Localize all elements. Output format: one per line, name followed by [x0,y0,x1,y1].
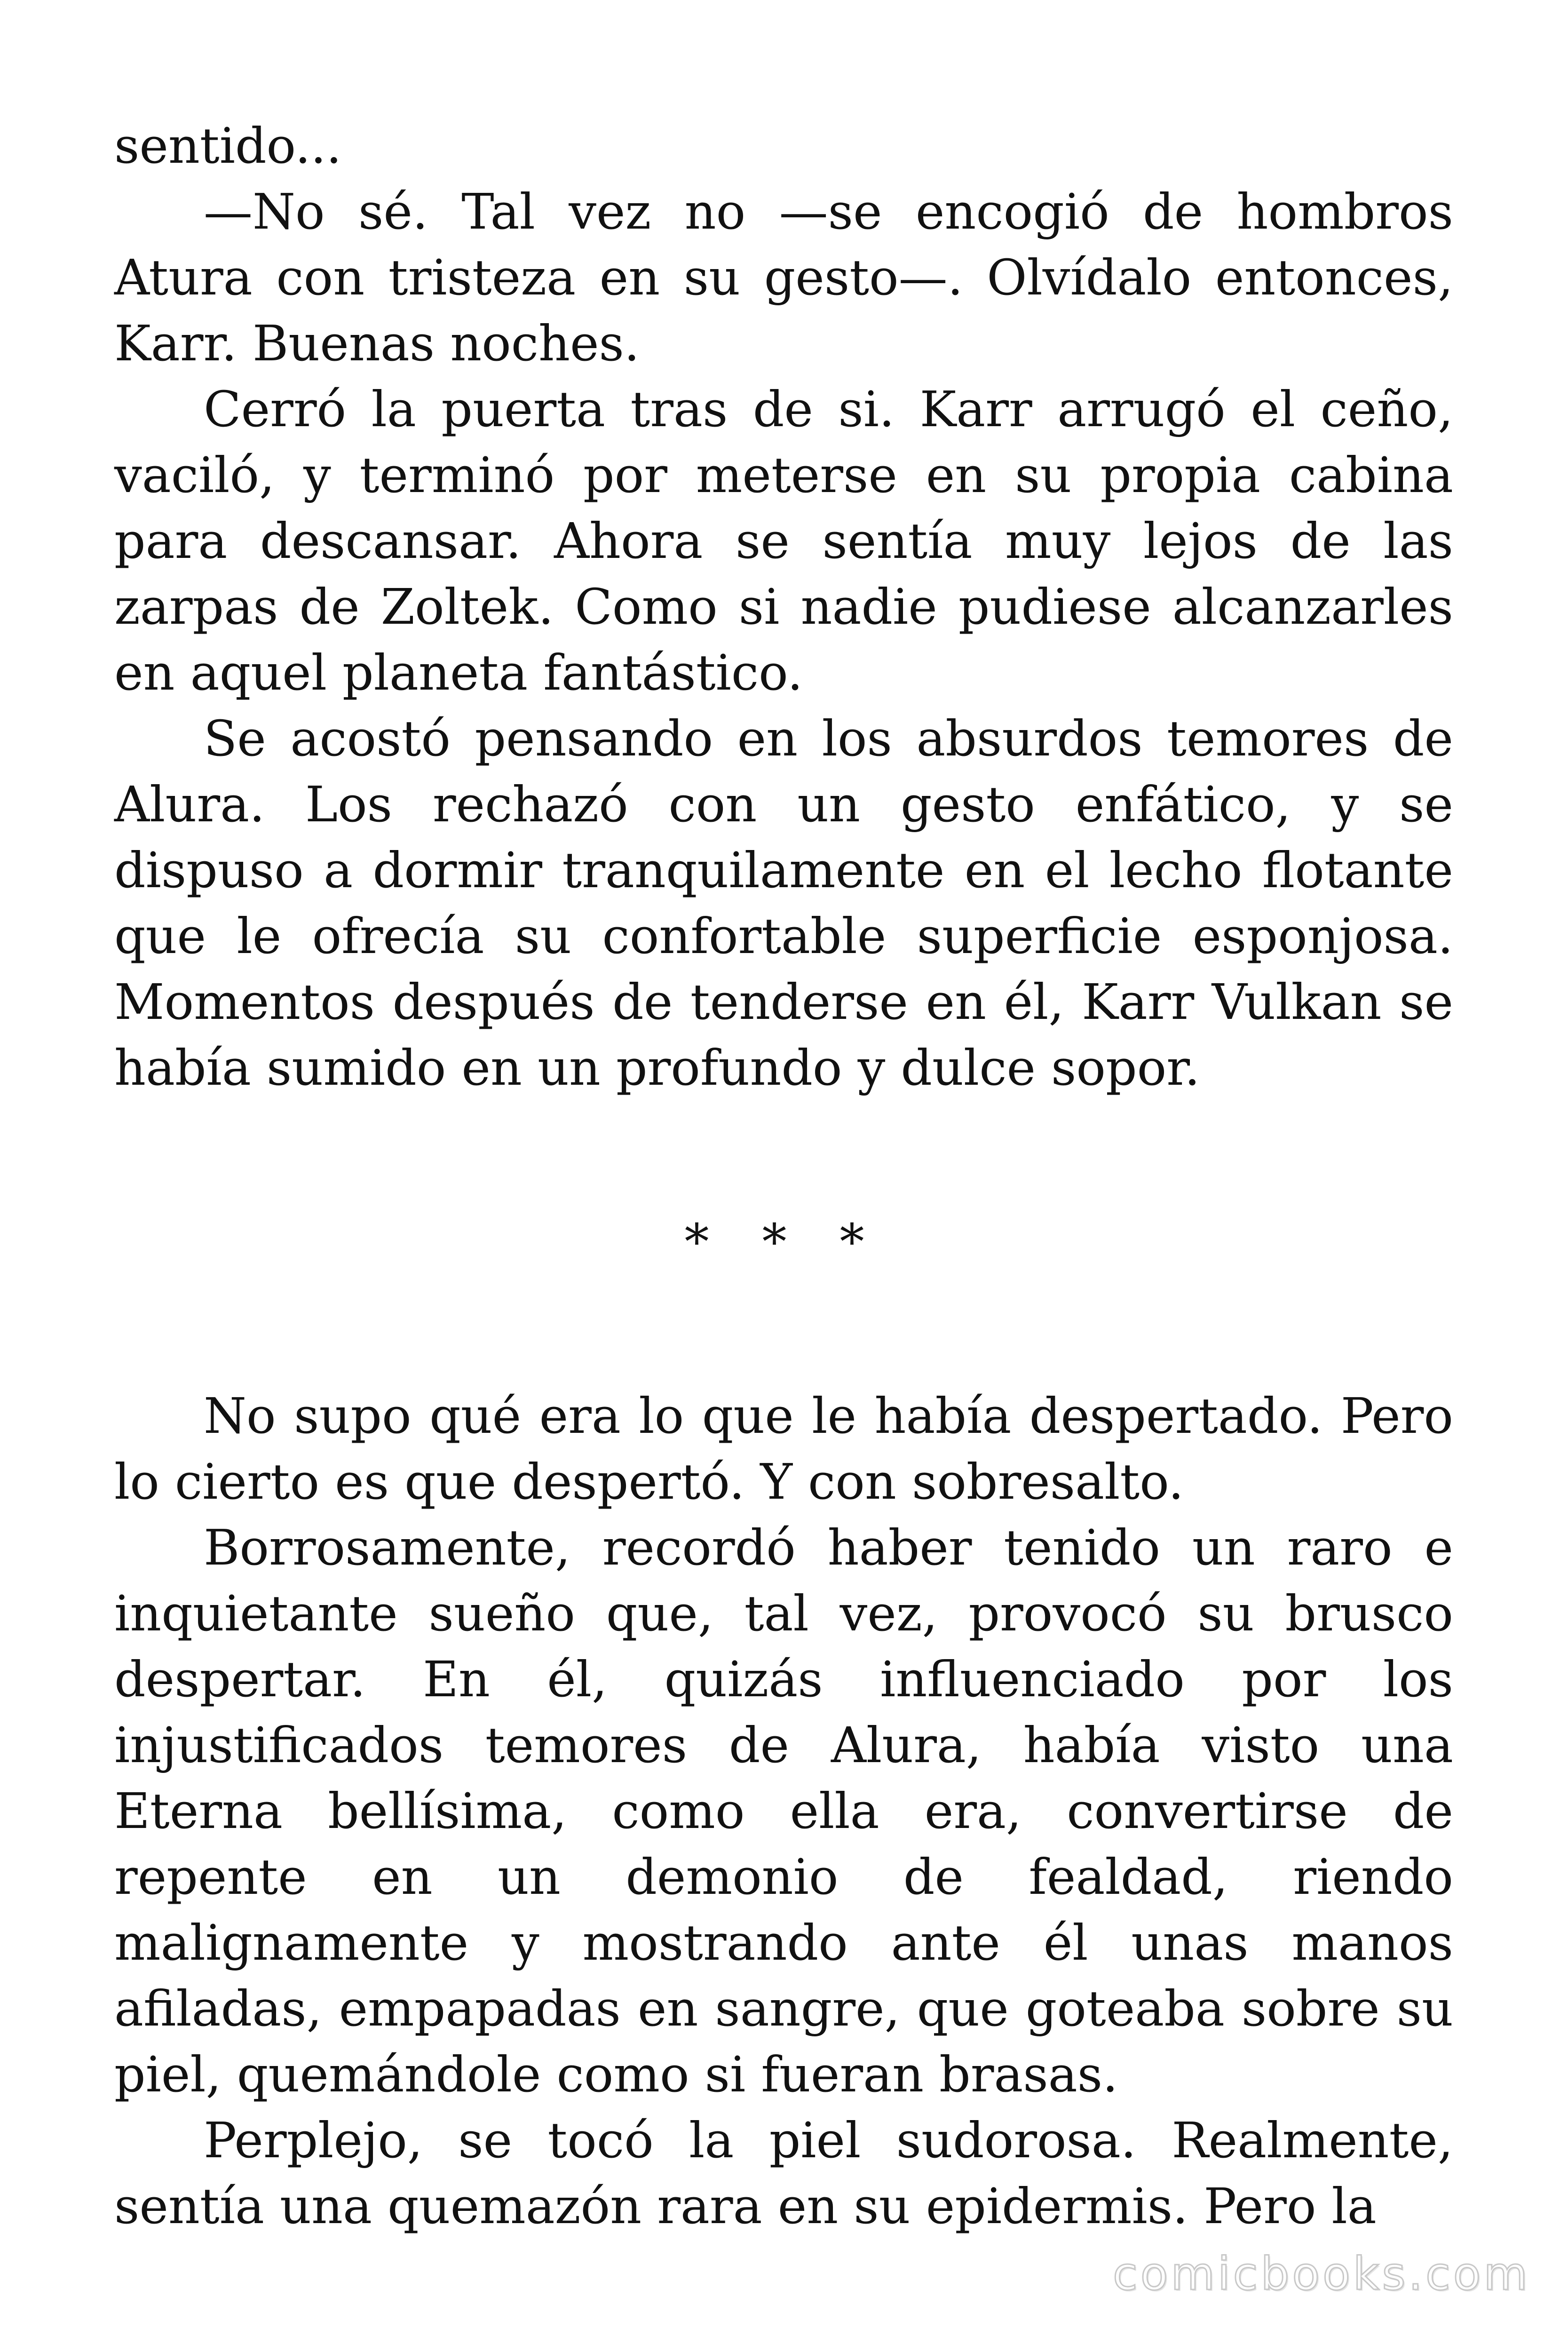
book-page [114,113,1453,2239]
paragraph: Se acostó pensando en los absurdos temores de Alura. Los rechazó con un gesto enfático, y se dispuso a dormir tranquilamente en el lecho flotante que le ofrecía su confortable superficie esponjosa. Momentos después de tenderse en él, Karr Vulkan se había sumido en un profundo y dulce sopor. [114,710,1453,1097]
section-separator: * * * [684,1213,883,1271]
paragraph: Cerró la puerta tras de si. Karr arrugó el ceño, vaciló, y terminó por meterse en su propia cabina para descansar. Ahora se sentía muy lejos de las zarpas de Zoltek. Como si nadie pudiese alcanzarles en aquel planeta fantástico. [114,381,1453,701]
paragraph: No supo qué era lo que le había despertado. Pero lo cierto es que despertó. Y con sobresalto. [114,1387,1453,1510]
paragraph: sentido... [114,117,342,175]
paragraph: Borrosamente, recordó haber tenido un raro e inquietante sueño que, tal vez, provocó su brusco despertar. En él, quizás influenciado por los injustificados temores de Alura, había visto una Eterna bellísima, como ella era, convertirse de repente en un demonio de fealdad, riendo malignamente y mostrando ante él unas manos afiladas, empapadas en sangre, que goteaba sobre su piel, quemándole como si fueran brasas. [114,1519,1453,2103]
paragraph: Perplejo, se tocó la piel sudorosa. Realmente, sentía una quemazón rara en su epidermis. Pero la [114,2112,1453,2235]
watermark: comicbooks.com [1112,2248,1530,2300]
paragraph: —No sé. Tal vez no —se encogió de hombros Atura con tristeza en su gesto—. Olvídalo entonces, Karr. Buenas noches. [114,183,1453,372]
